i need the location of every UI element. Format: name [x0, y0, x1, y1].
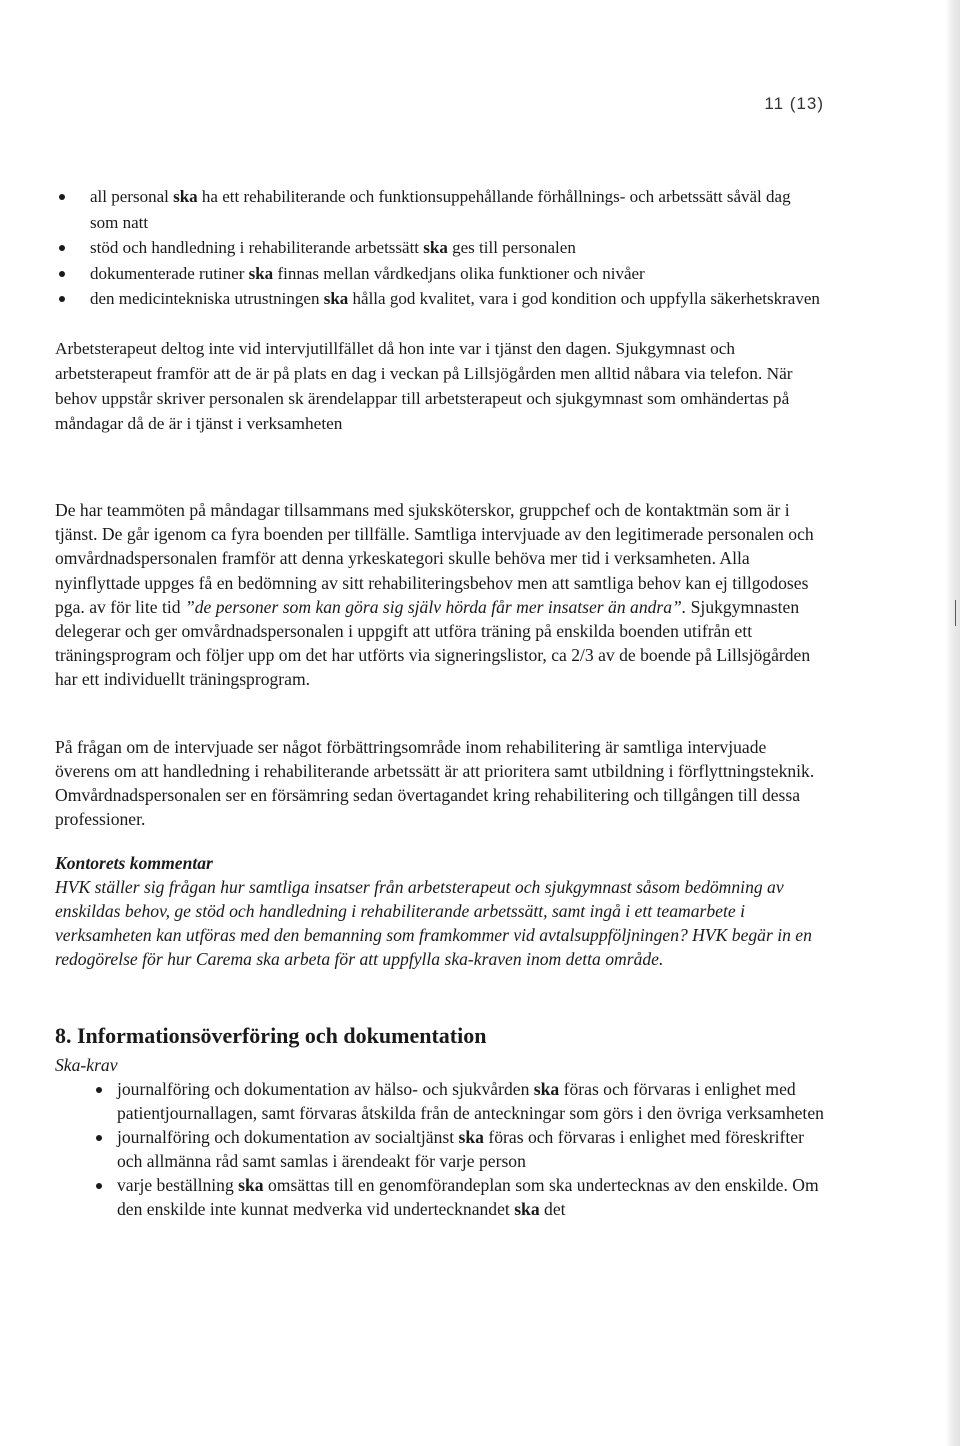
text-run: hålla god kvalitet, vara i god kondition och uppfylla säkerhetskraven — [348, 289, 820, 308]
text-run: På frågan om de intervjuade ser något förbättringsområde inom rehabilitering är samtliga intervjuade överens om att handledning i rehabiliterande arbetssätt är att prioritera samt utbildning i förflyttningsteknik. Omvårdnadspersonalen ser en försämring sedan övertagandet kring rehabilitering och tillgången till dessa professioner. — [55, 737, 815, 829]
emphasis-keyword: ska — [514, 1199, 540, 1219]
office-comment-heading: Kontorets kommentar — [55, 853, 213, 873]
text-run: ha ett rehabiliterande och funktionsuppehållande förhållnings- och arbetssätt såväl dag som natt — [90, 187, 791, 232]
text-run: all personal — [90, 187, 174, 206]
text-run: finnas mellan vårdkedjans olika funktioner och nivåer — [273, 263, 645, 283]
emphasis-keyword: ska — [323, 289, 349, 308]
text-run: journalföring och dokumentation av hälso- och sjukvården — [117, 1079, 534, 1099]
paragraph-therapist-presence — [55, 336, 825, 436]
list-item — [55, 286, 820, 312]
emphasis-keyword: ska — [173, 187, 198, 206]
emphasis-keyword: ska — [533, 1079, 560, 1099]
text-run: Arbetsterapeut deltog inte vid intervjutillfället då hon inte var i tjänst den dagen. Sjukgymnast och arbetsterapeut framför att de är på plats en dag i veckan på Lillsjögården men alltid nåbara via telefon. När behov uppstår skriver personalen sk ärendelappar till arbetsterapeut och sjukgymnast som omhändertas på måndagar då de är i tjänst i verksamheten — [55, 339, 793, 433]
text-run: De har teammöten på måndagar tillsammans med sjuksköterskor, gruppchef och de kontaktmän som är i tjänst. De går igenom ca fyra boenden per tillfälle. Samtliga intervjuade av den legitimerade personalen och omvårdnadspersonalen framför att denna yrkeskategori skulle behöva mer tid i verksamheten. Alla nyinflyttade uppges få en bedömning av sitt rehabiliteringsbehov men att samtliga behov kan ej tillgodoses pga. av för lite tid — [55, 500, 814, 617]
text-run: journalföring och dokumentation av socialtjänst — [117, 1127, 459, 1147]
list-item — [55, 261, 820, 287]
office-comment-text: HVK ställer sig frågan hur samtliga insatser från arbetsterapeut och sjukgymnast såsom bedömning av enskildas behov, ge stöd och handledning i rehabiliterande arbetssätt, samt ingå i ett teamarbete i verksamheten kan utföras med den bemanning som framkommer vid avtalsuppföljningen? HVK begär in en redogörelse för hur Carema ska arbeta för att uppfylla ska-kraven inom detta område. — [55, 877, 812, 969]
requirements-list-rehabilitation — [55, 184, 820, 312]
paragraph-team-meetings — [55, 498, 825, 692]
text-run: Sjukgymnasten delegerar och ger omvårdnadspersonalen i uppgift att utföra träning på enskilda boenden utifrån ett träningsprogram och följer upp om det har utförts via signeringslistor, ca 2/3 av de boende på Lillsjögården har ett individuellt träningsprogram. — [55, 596, 811, 690]
text-run: dokumenterade rutiner — [90, 263, 249, 283]
list-item — [55, 1077, 827, 1125]
text-run: omsättas till en genomförandeplan som ska undertecknas av den enskilde. Om den enskilde inte kunnat medverka vid undertecknandet — [117, 1175, 819, 1219]
list-item — [55, 1125, 827, 1173]
list-item — [55, 184, 820, 235]
text-run: det — [539, 1199, 566, 1219]
text-run: ges till personalen — [447, 238, 576, 257]
section-heading: 8. Informationsöverföring och dokumentation — [55, 1023, 487, 1048]
text-run: stöd och handledning i rehabiliterande arbetssätt — [90, 238, 424, 257]
section-subheading: Ska-krav — [55, 1055, 118, 1075]
emphasis-keyword: ska — [458, 1127, 484, 1147]
text-run: föras och förvaras i enlighet med patientjournallagen, samt förvaras åtskilda från de anteckningar som görs i den övriga verksamheten — [117, 1079, 824, 1123]
emphasis-keyword: ska — [423, 238, 448, 257]
page-number: 11 (13) — [764, 94, 824, 113]
paragraph-improvement-areas — [55, 735, 825, 831]
emphasis-keyword: ska — [238, 1175, 264, 1195]
quote-text: ”de personer som kan göra sig själv hörda får mer insatser än andra”. — [184, 596, 687, 617]
page-edge-shadow — [946, 0, 960, 1446]
text-run: varje beställning — [117, 1175, 239, 1195]
text-run: den medicintekniska utrustningen — [90, 289, 324, 308]
text-run: föras och förvaras i enlighet med föreskrifter och allmänna råd samt samlas i ärendeakt för varje person — [117, 1127, 804, 1171]
emphasis-keyword: ska — [248, 263, 274, 283]
requirements-list-documentation — [55, 1077, 827, 1221]
page-edge-mark — [955, 600, 956, 626]
list-item — [55, 1173, 827, 1221]
list-item — [55, 235, 820, 261]
